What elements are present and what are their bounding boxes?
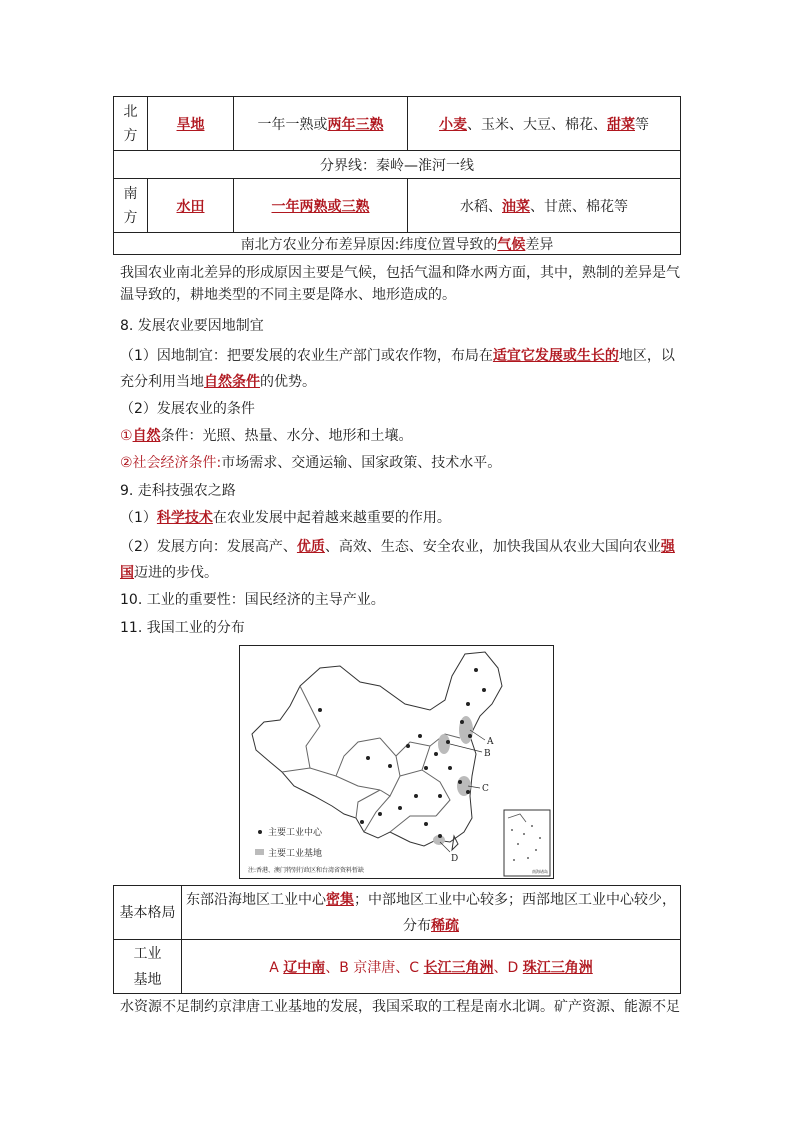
section-9-heading: 9. 走科技强农之路 <box>120 483 236 499</box>
label-b: B <box>484 749 491 759</box>
industrial-center-dots <box>318 668 486 838</box>
inset-label: 南海诸岛 <box>532 869 548 874</box>
section-11-heading: 11. 我国工业的分布 <box>120 620 245 636</box>
south-harvest: 一年两熟或三熟 <box>234 179 408 233</box>
agriculture-table <box>113 96 681 255</box>
north-crops: 小麦、玉米、大豆、棉花、甜菜等 <box>408 97 681 151</box>
north-row <box>114 97 681 151</box>
south-label: 南 方 <box>114 179 148 233</box>
label-a: A <box>487 737 494 747</box>
south-row <box>114 179 681 233</box>
legend-base-label: 主要工业基地 <box>268 849 323 859</box>
north-land-type: 旱地 <box>148 97 234 151</box>
section-10-heading: 10. 工业的重要性：国民经济的主导产业。 <box>120 592 385 608</box>
divider-line-text: 分界线：秦岭—淮河一线 <box>114 151 681 179</box>
pattern-label: 基本格局 <box>114 886 182 940</box>
north-harvest: 一年一熟或两年三熟 <box>234 97 408 151</box>
base-row <box>114 940 681 994</box>
pattern-content: 东部沿海地区工业中心密集；中部地区工业中心较多；西部地区工业中心较少，分布稀疏 <box>182 886 681 940</box>
south-land-type: 水田 <box>148 179 234 233</box>
section-9-point-1: （1）科学技术在农业发展中起着越来越重要的作用。 <box>120 510 451 526</box>
map-note: 注:香港、澳门特别行政区和台湾省资料暂缺 <box>248 867 365 874</box>
section-8-point-2: （2）发展农业的条件 <box>120 401 255 417</box>
reason-row <box>114 233 681 255</box>
south-crops: 水稻、油菜、甘蔗、棉花等 <box>408 179 681 233</box>
industry-distribution-map <box>239 645 554 879</box>
base-label: 工业基地 <box>114 940 182 994</box>
label-d: D <box>451 854 459 864</box>
base-content: A 辽中南、B 京津唐、C 长江三角洲、D 珠江三角洲 <box>182 940 681 994</box>
north-label: 北 方 <box>114 97 148 151</box>
label-c: C <box>482 784 489 794</box>
water-resources-paragraph: 水资源不足制约京津唐工业基地的发展，我国采取的工程是南水北调。矿产资源、能源不足 <box>120 999 680 1015</box>
section-8-heading: 8. 发展农业要因地制宜 <box>120 318 264 334</box>
reason-text: 南北方农业分布差异原因:纬度位置导致的气候差异 <box>114 233 681 255</box>
south-china-sea-inset <box>504 810 550 876</box>
section-8-natural: ①自然条件：光照、热量、水分、地形和土壤。 <box>120 428 413 444</box>
section-8-social: ②社会经济条件:市场需求、交通运输、国家政策、技术水平。 <box>120 455 502 471</box>
industry-table <box>113 885 681 994</box>
china-map-graphic <box>240 646 553 878</box>
legend-center-label: 主要工业中心 <box>268 828 323 838</box>
industrial-base-shading <box>433 716 473 845</box>
section-8-point-1: （1）因地制宜：把要发展的农业生产部门或农作物，布局在适宜它发展或生长的地区，以充分利用当地自然条件的优势。 <box>120 348 675 390</box>
legend <box>248 826 364 874</box>
china-outline <box>252 652 502 846</box>
pattern-row <box>114 886 681 940</box>
divider-row <box>114 151 681 179</box>
section-9-point-2: （2）发展方向：发展高产、优质、高效、生态、安全农业，加快我国从农业大国向农业强国迈进的步伐。 <box>120 539 675 581</box>
agriculture-difference-paragraph: 我国农业南北差异的形成原因主要是气候，包括气温和降水两方面，其中，熟制的差异是气温导致的，耕地类型的不同主要是降水、地形造成的。 <box>120 265 680 303</box>
